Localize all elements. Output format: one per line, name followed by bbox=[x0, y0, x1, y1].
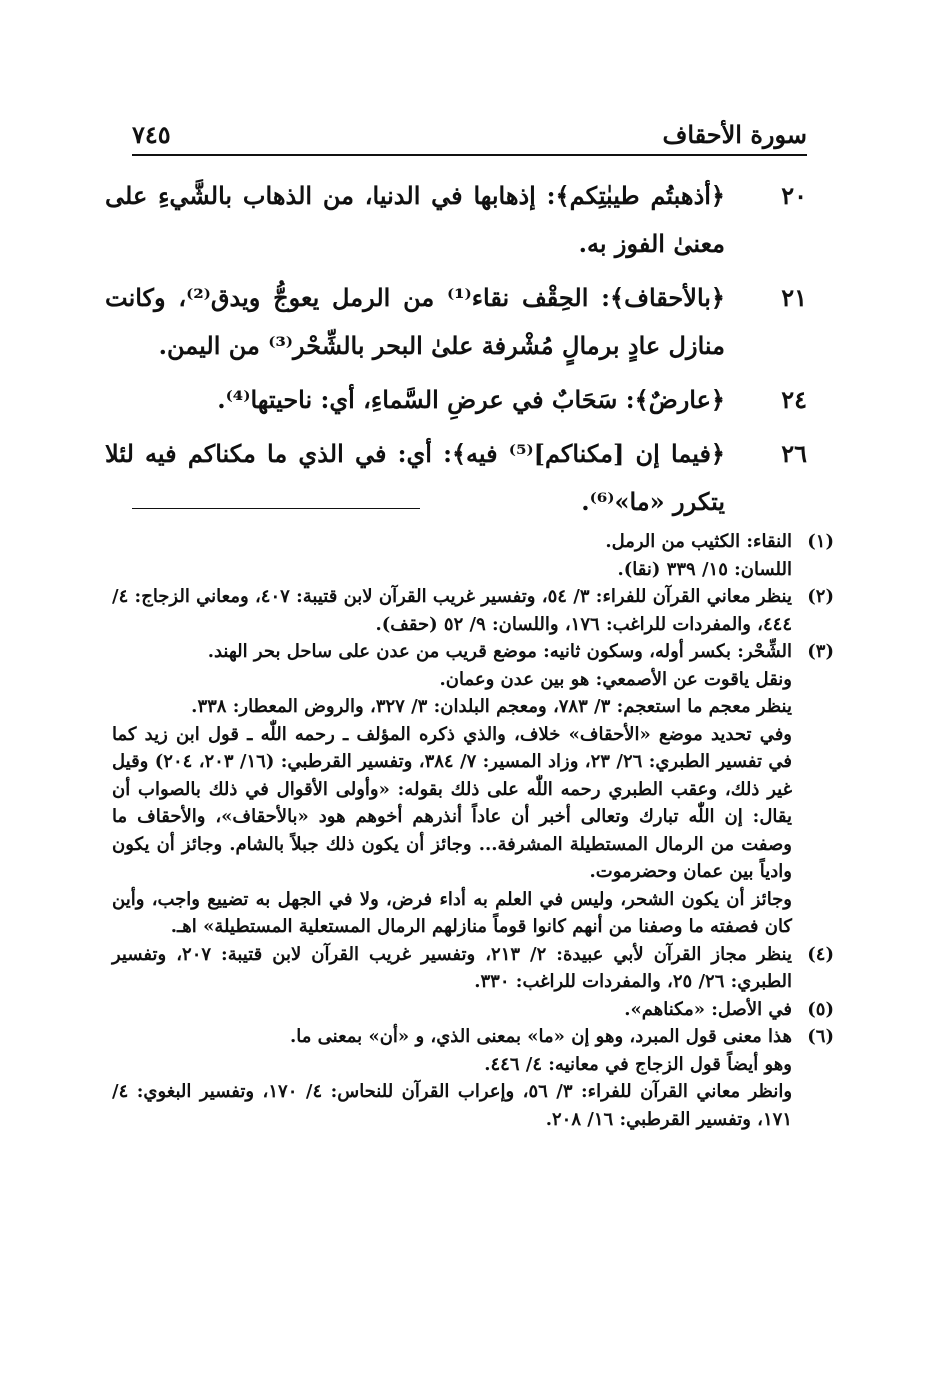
verse-number: ٢٦ bbox=[781, 439, 807, 468]
footnote-text: اللسان: ١٥/ ٣٣٩ (نقا). bbox=[617, 558, 792, 580]
verse-gloss: ﴿عارضٌ﴾: سَحَابٌ في عرضِ السَّماءِ، أي: ناحيتها⁽⁴⁾. bbox=[217, 385, 725, 414]
footnote-text: ينظر معاني القرآن للفراء: ٣/ ٥٤، وتفسير غريب القرآن لابن قتيبة: ٤٠٧، ومعاني الزجاج: ٤/ ٤٤٤، والمفردات للراغب: ١٧٦، واللسان: ٩/ ٥٢ (حقف). bbox=[112, 586, 793, 635]
footnote-text: وجائز أن يكون الشحر، وليس في العلم به أداء فرض، ولا في الجهل به تضييع واجب، وأين كان فصفته ما وصفنا من أنهم كانوا قوماً منازلهم الرمال المستعلية المستطيلة» اهـ. bbox=[112, 888, 792, 937]
verse-gloss: ﴿فيما إن [مكناكم]⁽⁵⁾ فيه﴾: أي: في الذي ما مكناكم فيه لئلا يتكرر «ما»⁽⁶⁾. bbox=[105, 439, 725, 516]
footnote-number: (١) bbox=[807, 531, 834, 552]
footnote-number: (٤) bbox=[807, 943, 834, 965]
verse-list bbox=[105, 172, 807, 532]
footnote-text: الشِّحْر: بكسر أوله، وسكون ثانيه: موضع قريب من عدن على ساحل بحر الهند. bbox=[207, 641, 792, 662]
footnotes bbox=[112, 528, 834, 1133]
footnote bbox=[112, 941, 834, 996]
verse-gloss: ﴿أذهبتُم طيبٰتِكم﴾: إذهابها في الدنيا، من الذهاب بالشَّيءِ على معنىٰ الفوز به. bbox=[105, 181, 725, 258]
verse-entry bbox=[105, 430, 807, 526]
footnote-text: النقاء: الكثيب من الرمل. bbox=[605, 531, 792, 552]
footnote-text: في الأصل: «مكناهم». bbox=[624, 998, 792, 1020]
footnote-text: وانظر معاني القرآن للفراء: ٣/ ٥٦، وإعراب القرآن للنحاس: ٤/ ١٧٠، وتفسير البغوي: ٤/ ١٧١، وتفسير القرطبي: ١٦/ ٢٠٨. bbox=[112, 1081, 793, 1130]
verse-number: ٢٤ bbox=[781, 385, 807, 414]
footnote-text: ينظر معجم ما استعجم: ٣/ ٧٨٣، ومعجم البلدان: ٣/ ٣٢٧، والروض المعطار: ٣٣٨. bbox=[191, 696, 792, 717]
footnote bbox=[112, 528, 834, 583]
footnote-text: ينظر مجاز القرآن لأبي عبيدة: ٢/ ٢١٣، وتفسير غريب القرآن لابن قتيبة: ٢٠٧، وتفسير الطبري: ٢٦/ ٢٥، والمفردات للراغب: ٣٣٠. bbox=[112, 943, 793, 992]
header-rule bbox=[132, 154, 807, 156]
footnote-text: وفي تحديد موضع «الأحقاف» خلاف، والذي ذكره المؤلف ـ رحمه اللّٰه ـ قول ابن زيد كما في تفسير الطبري: ٢٦/ ٢٣، وزاد المسير: ٧/ ٣٨٤، وتفسير القرطبي: (١٦/ ٢٠٣، ٢٠٤) وقيل غير ذلك، وعقب الطبري رحمه اللّٰه على ذلك بقوله: «وأولى الأقوال في ذلك بالصواب أن يقال: إن اللّٰه تبارك وتعالى أخبر أن عاداً أنذرهم أخوهم هود «بالأحقاف»، والأحقاف ما وصفت من الرمال المستطيلة المشرفة... وجائز أن يكون ذلك جبلاً بالشام. وجائز أن يكون وادياً بين عمان وحضرموت. bbox=[112, 723, 792, 882]
footnote-text: هذا معنى قول المبرد، وهو إن «ما» بمعنى الذي، و «أن» بمعنى ما. bbox=[290, 1026, 792, 1047]
footnote bbox=[112, 1023, 834, 1133]
verse-entry bbox=[105, 172, 807, 268]
footnote-separator bbox=[132, 508, 420, 509]
footnote bbox=[112, 996, 834, 1024]
verse-gloss: ﴿بالأحقاف﴾: الحِقْف نقاء⁽¹⁾ من الرمل يعوجُّ ويدق⁽²⁾، وكانت منازل عادٍ برمالٍ مُشْرفة علىٰ البحر بالشِّحْر⁽³⁾ من اليمن. bbox=[105, 283, 725, 360]
footnote-text: ونقل ياقوت عن الأصمعي: هو بين عدن وعمان. bbox=[439, 668, 792, 690]
footnote-number: (٦) bbox=[807, 1026, 834, 1047]
surah-title: سورة الأحقاف bbox=[662, 120, 807, 149]
footnote-number: (٣) bbox=[807, 641, 834, 662]
verse-entry bbox=[105, 274, 807, 370]
footnote bbox=[112, 638, 834, 941]
verse-number: ٢١ bbox=[781, 283, 807, 312]
footnote bbox=[112, 583, 834, 638]
footnote-number: (٥) bbox=[807, 998, 834, 1020]
page-number: ٧٤٥ bbox=[132, 120, 171, 149]
verse-number: ٢٠ bbox=[781, 181, 807, 210]
footnote-number: (٢) bbox=[807, 586, 834, 607]
page-header bbox=[132, 118, 807, 152]
footnote-text: وهو أيضاً قول الزجاج في معانيه: ٤/ ٤٤٦. bbox=[484, 1053, 792, 1075]
verse-entry bbox=[105, 376, 807, 424]
